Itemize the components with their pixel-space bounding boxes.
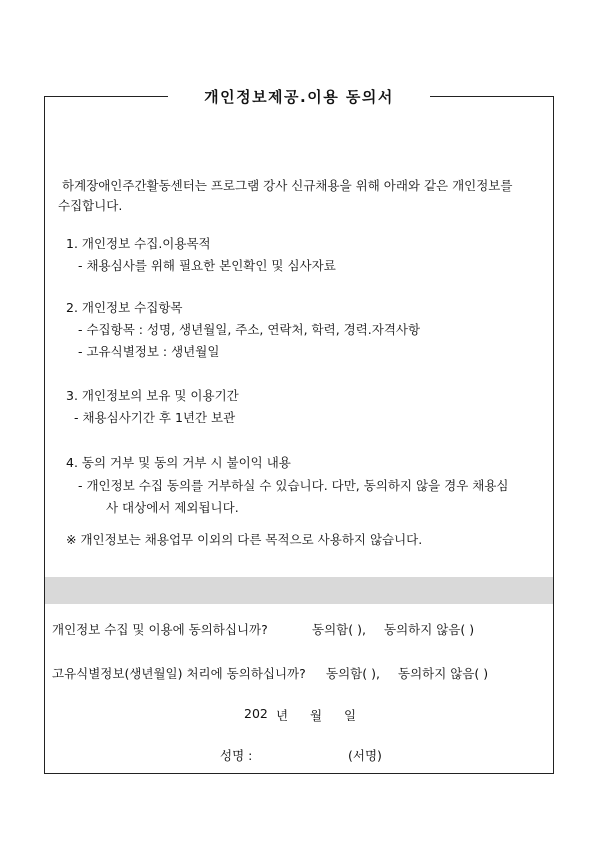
section-4-heading: 4. 동의 거부 및 동의 거부 시 불이익 내용 [66,455,291,470]
privacy-note: ※ 개인정보는 채용업무 이외의 다른 목적으로 사용하지 않습니다. [66,532,423,547]
date-year-unit: 년 [276,708,289,723]
date-day-unit: 일 [344,708,357,723]
section-3-item-1: - 채용심사기간 후 1년간 보관 [74,410,236,425]
divider-bar [45,577,553,604]
section-2-item-2: - 고유식별정보 : 생년월일 [78,344,220,359]
section-1-heading: 1. 개인정보 수집.이용목적 [66,236,211,251]
intro-line-2: 수집합니다. [58,198,123,213]
section-1-item-1: - 채용심사를 위해 필요한 본인확인 및 심사자료 [78,258,336,273]
consent-2-agree-checkbox[interactable]: 동의함( ), [326,666,380,681]
signature-sign-field[interactable]: (서명) [348,748,382,763]
date-month-unit: 월 [310,708,323,723]
page-title: 개인정보제공.이용 동의서 [204,88,394,106]
section-4-item-2: 사 대상에서 제외됩니다. [106,500,239,515]
date-year-field[interactable]: 202 [244,706,268,721]
section-2-item-1: - 수집항목 : 성명, 생년월일, 주소, 연락처, 학력, 경력.자격사항 [78,322,421,337]
section-4-item-1: - 개인정보 수집 동의를 거부하실 수 있습니다. 다만, 동의하지 않을 경우 채용심 [78,478,509,493]
consent-1-disagree-checkbox[interactable]: 동의하지 않음( ) [384,622,475,637]
consent-1-agree-checkbox[interactable]: 동의함( ), [312,622,366,637]
consent-1-question: 개인정보 수집 및 이용에 동의하십니까? [52,622,268,637]
intro-line-1: 하계장애인주간활동센터는 프로그램 강사 신규채용을 위해 아래와 같은 개인정보를 [62,178,513,193]
section-3-heading: 3. 개인정보의 보유 및 이용기간 [66,388,239,403]
consent-2-disagree-checkbox[interactable]: 동의하지 않음( ) [398,666,489,681]
signature-name-label: 성명 : [220,748,253,763]
section-2-heading: 2. 개인정보 수집항목 [66,300,183,315]
consent-2-question: 고유식별정보(생년월일) 처리에 동의하십니까? [52,666,306,681]
